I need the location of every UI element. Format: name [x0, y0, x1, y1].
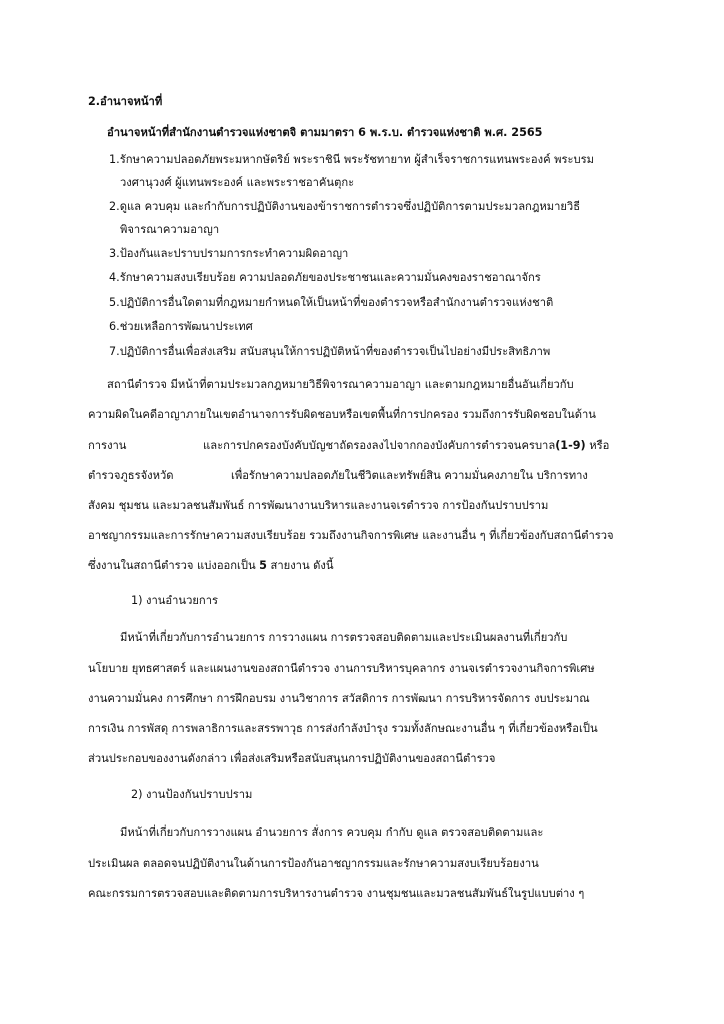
- text-run-bold: (1-9): [555, 439, 586, 452]
- item-text: รักษาความสงบเรียบร้อย ความปลอดภัยของประชาชนและความมั่นคงของราชอาณาจักร: [119, 271, 541, 284]
- paragraph-line: การเงิน การพัสดุ การพลาธิการและสรรพาวุธ การส่งกำลังบำรุง รวมทั้งลักษณะงานอื่น ๆ ที่เกี่ยวข้องหรือเป็น: [88, 722, 598, 735]
- paragraph-line: งานความมั่นคง การศึกษา การฝึกอบรม งานวิชาการ สวัสดิการ การพัฒนา การบริหารจัดการ งบประมาณ: [88, 692, 590, 705]
- item-number: 6.: [109, 320, 120, 333]
- list-item: [109, 152, 594, 168]
- item-text: ปฏิบัติการอื่นใดตามที่กฎหมายกำหนดให้เป็นหน้าที่ของตำรวจหรือสำนักงานตำรวจแห่งชาติ: [119, 296, 554, 309]
- paragraph-line: [203, 438, 609, 454]
- paragraph-line: ตำรวจภูธรจังหวัด: [88, 469, 174, 482]
- text-run: ซึ่งงานในสถานีตำรวจ แบ่งออกเป็น: [88, 559, 256, 572]
- item-text: รักษาความปลอดภัยพระมหากษัตริย์ พระราชินี พระรัชทายาท ผู้สำเร็จราชการแทนพระองค์ พระบรม: [119, 153, 595, 166]
- item-number: 2.: [109, 200, 120, 213]
- section-heading: 2.อำนาจหน้าที่: [88, 95, 163, 108]
- list-item-continuation: วงศานุวงศ์ ผู้แทนพระองค์ และพระราชอาคันตุกะ: [120, 176, 355, 189]
- section-subheading: อำนาจหน้าที่สำนักงานตำรวจแห่งชาตจิ ตามมาตรา 6 พ.ร.บ. ตำรวจแห่งชาติ พ.ศ. 2565: [107, 126, 543, 139]
- item-number: 3.: [109, 247, 120, 260]
- item-number: 7.: [109, 345, 120, 358]
- text-run: และการปกครองบังคับบัญชาถัดรองลงไปจากกองบังคับการตำรวจนครบาล: [203, 439, 556, 452]
- paragraph-line: เพื่อรักษาความปลอดภัยในชีวิตและทรัพย์สิน ความมั่นคงภายใน บริการทาง: [231, 469, 588, 482]
- paragraph-line: ส่วนประกอบของงานดังกล่าว เพื่อส่งเสริมหรือสนับสนุนการปฏิบัติงานของสถานีตำรวจ: [88, 752, 496, 765]
- paragraph-line: คณะกรรมการตรวจสอบและติดตามการบริหารงานตำรวจ งานชุมชนและมวลชนสัมพันธ์ในรูปแบบต่าง ๆ: [88, 887, 585, 900]
- list-item: [109, 344, 550, 360]
- paragraph-line: การงาน: [88, 439, 127, 452]
- list-item-continuation: พิจารณาความอาญา: [120, 223, 220, 236]
- paragraph-line: สังคม ชุมชน และมวลชนสัมพันธ์ การพัฒนางานบริหารและงานจเรตำรวจ การป้องกันปราบปราม: [88, 499, 549, 512]
- text-run: หรือ: [589, 439, 610, 452]
- item-number: 1.: [109, 153, 120, 166]
- section-title: 1) งานอำนวยการ: [131, 594, 218, 607]
- paragraph-line: นโยบาย ยุทธศาสตร์ และแผนงานของสถานีตำรวจ งานการบริหารบุคลากร งานจเรตำรวจงานกิจการพิเศษ: [88, 662, 595, 675]
- text-run: สายงาน ดังนี้: [270, 559, 334, 572]
- list-item: [109, 270, 541, 286]
- item-number: 5.: [109, 296, 120, 309]
- text-run-bold: 5: [259, 559, 267, 572]
- list-item: [109, 295, 553, 311]
- item-text: ปฏิบัติการอื่นเพื่อส่งเสริม สนับสนุนให้การปฏิบัติหน้าที่ของตำรวจเป็นไปอย่างมีประสิทธิภาพ: [119, 345, 551, 358]
- paragraph-line: อาชญากรรมและการรักษาความสงบเรียบร้อย รวมถึงงานกิจการพิเศษ และงานอื่น ๆ ที่เกี่ยวข้องกับสถานีตำรวจ: [88, 529, 614, 542]
- item-text: ช่วยเหลือการพัฒนาประเทศ: [119, 320, 253, 333]
- paragraph-line: ความผิดในคดีอาญาภายในเขตอำนาจการรับผิดชอบหรือเขตพื้นที่การปกครอง รวมถึงการรับผิดชอบในด้าน: [88, 408, 596, 421]
- list-item: [109, 319, 253, 335]
- item-text: ดูแล ควบคุม และกำกับการปฏิบัติงานของข้าราชการตำรวจซึ่งปฏิบัติการตามประมวลกฎหมายวิธี: [119, 200, 581, 213]
- paragraph-line: มีหน้าที่เกี่ยวกับการวางแผน อำนวยการ สั่งการ ควบคุม กำกับ ดูแล ตรวจสอบติดตามและ: [120, 826, 544, 839]
- list-item: [109, 246, 348, 262]
- list-item: [109, 199, 580, 215]
- paragraph-line: ประเมินผล ตลอดจนปฏิบัติงานในด้านการป้องกันอาชญากรรมและรักษาความสงบเรียบร้อยงาน: [88, 857, 539, 870]
- item-text: ป้องกันและปราบปรามการกระทำความผิดอาญา: [119, 247, 349, 260]
- paragraph-line: มีหน้าที่เกี่ยวกับการอำนวยการ การวางแผน การตรวจสอบติดตามและประเมินผลงานที่เกี่ยวกับ: [120, 631, 568, 644]
- paragraph-line: สถานีตำรวจ มีหน้าที่ตามประมวลกฎหมายวิธีพิจารณาความอาญา และตามกฎหมายอื่นอันเกี่ยวกับ: [107, 378, 574, 391]
- item-number: 4.: [109, 271, 120, 284]
- section-title: 2) งานป้องกันปราบปราม: [131, 788, 253, 801]
- paragraph-line: [88, 558, 334, 574]
